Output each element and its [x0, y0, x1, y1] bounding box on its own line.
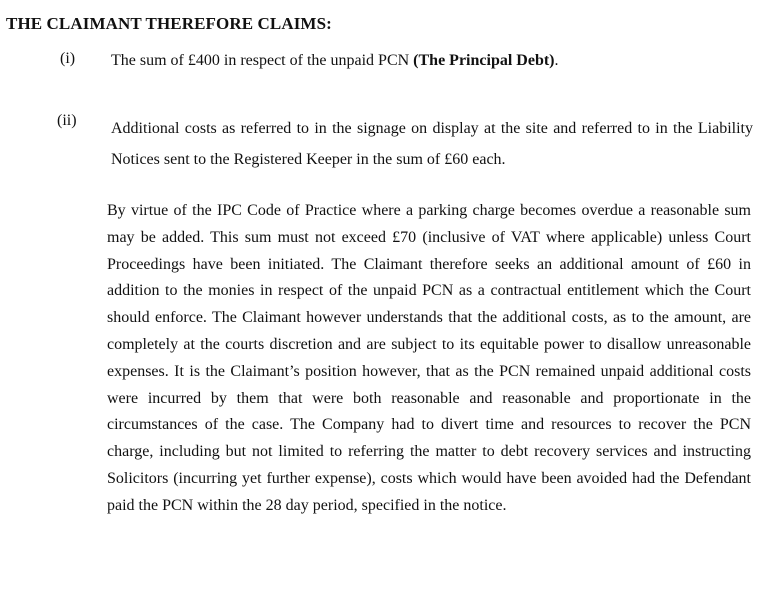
item-number: (i)	[60, 50, 76, 67]
item-number: (ii)	[57, 112, 77, 129]
item-text: The sum of £400 in respect of the unpaid PCN	[111, 52, 414, 69]
explanatory-paragraph: By virtue of the IPC Code of Practice where a parking charge becomes overdue a reasonable sum may be added. This sum must not exceed £70 (inclusive of VAT where applicable) unless Court Proceedings have been initiated. The Claimant therefore seeks an additional amount of £60 in addition to the monies in respect of the unpaid PCN as a contractual entitlement which the Court should enforce. The Claimant however understands that the additional costs, as to the amount, are completely at the courts discretion and are subject to its equitable power to disallow unreasonable expenses. It is the Claimant’s position however, that as the PCN remained unpaid additional costs were incurred by them that were both reasonable and reasonable and proportionate in the circumstances of the case. The Company had to divert time and resources to recover the PCN charge, including but not limited to referring the matter to debt recovery services and instructing Solicitors (incurring yet further expense), costs which would have been avoided had the Defendant paid the PCN within the 28 day period, specified in the notice.	[107, 202, 751, 514]
claim-item-principal-debt	[111, 50, 751, 72]
principal-debt-label: (The Principal Debt)	[413, 52, 555, 69]
item-text-end: .	[554, 52, 559, 69]
section-heading: THE CLAIMANT THEREFORE CLAIMS:	[6, 14, 332, 33]
claim-item-additional-costs: Additional costs as referred to in the signage on display at the site and referred to in the Liability Notices sent to the Registered Keeper in the sum of £60 each.	[111, 120, 753, 168]
